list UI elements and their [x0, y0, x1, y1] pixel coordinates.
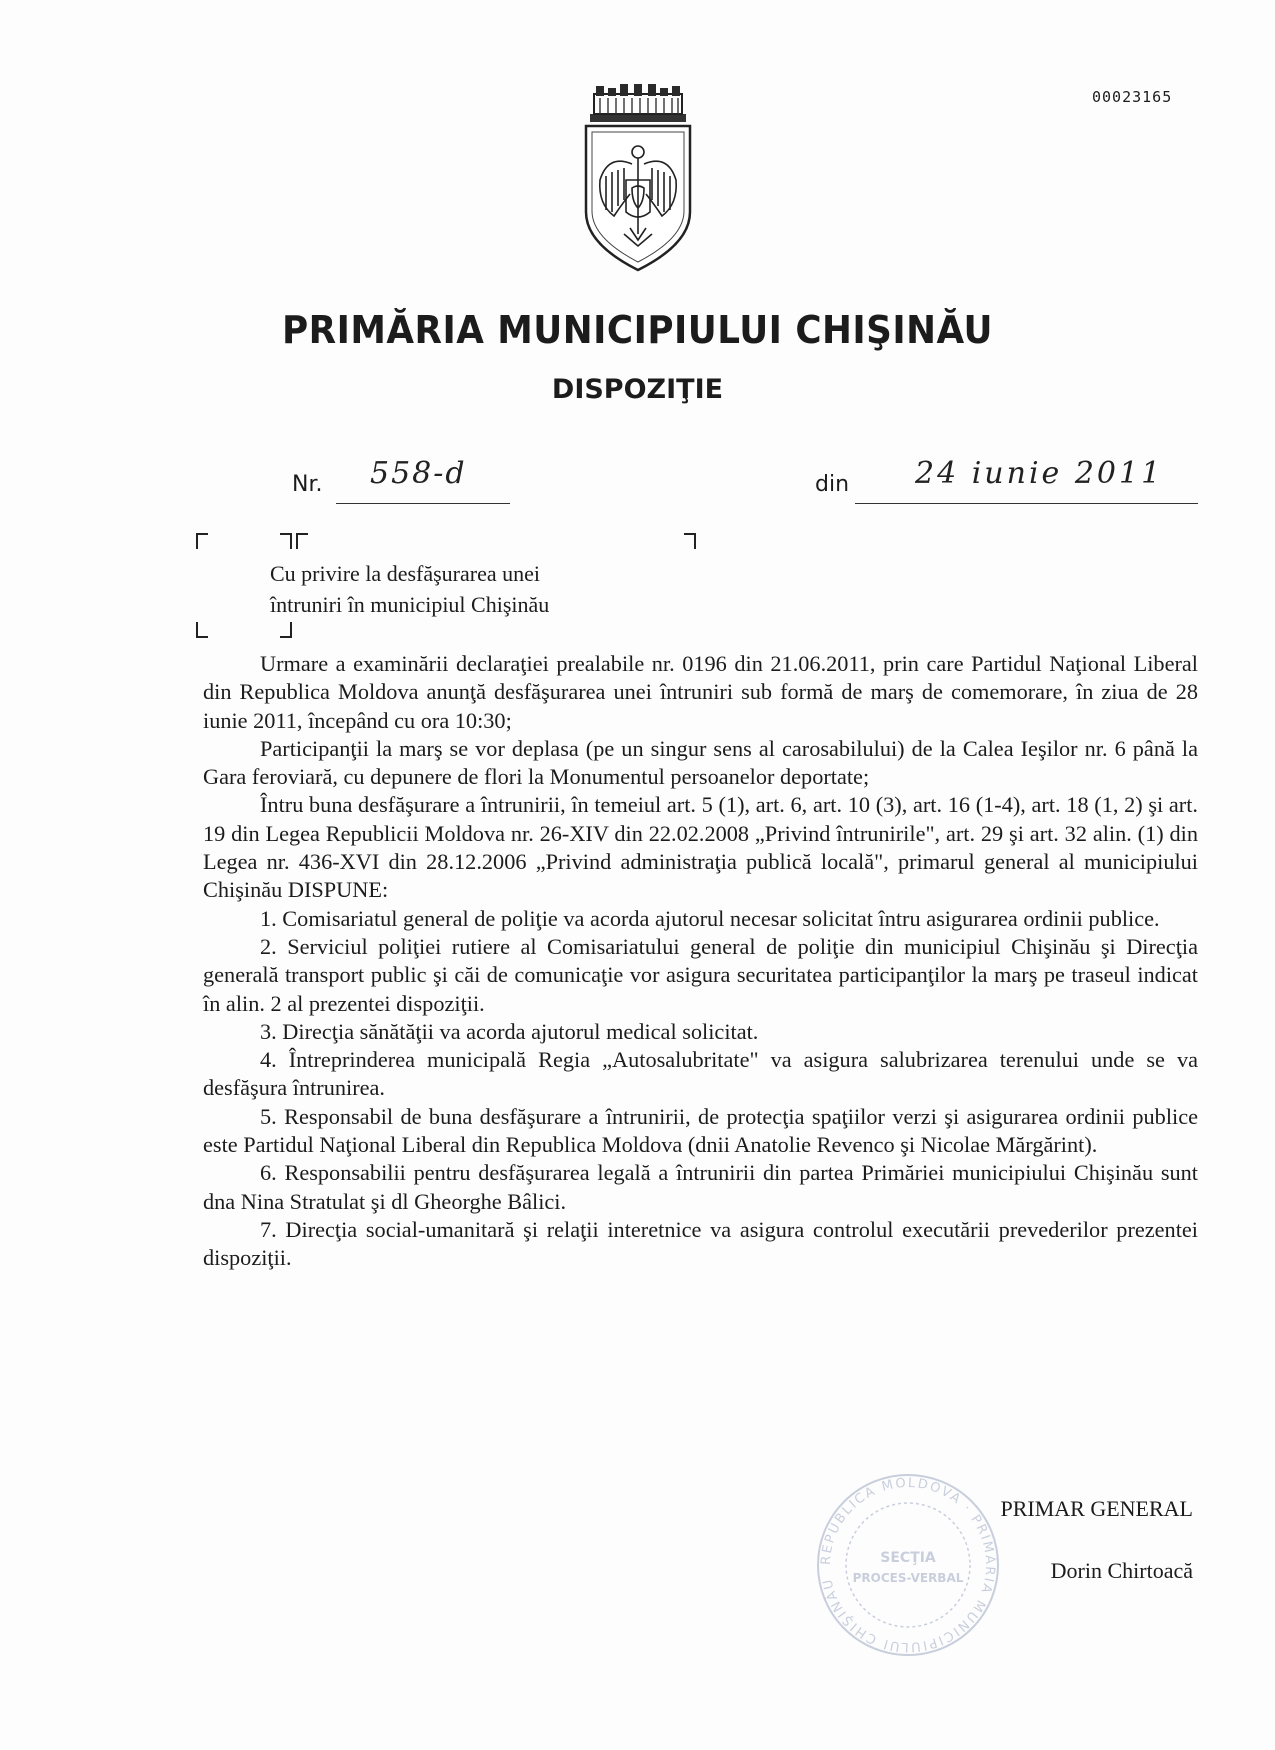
paragraph: Participanţii la marş se vor deplasa (pe un singur sens al carosabilului) de la Calea Ieşilor nr. 6 până la Gara feroviară, cu depunere de flori la Monumentul persoanelor deportate;	[203, 735, 1198, 790]
corner-mark	[196, 533, 208, 549]
corner-mark	[280, 622, 292, 638]
page-title: PRIMĂRIA MUNICIPIULUI CHIŞINĂU	[282, 308, 993, 352]
paragraph: 1. Comisariatul general de poliţie va acorda ajutorul necesar solicitat întru asigurarea ordinii publice.	[260, 905, 1160, 931]
corner-mark	[196, 622, 208, 638]
paragraph: 2. Serviciul poliţiei rutiere al Comisariatului general de poliţie din municipiul Chişinău şi Direcţia generală transport public şi căi de comunicaţie vor asigura securitatea participanţilor la marş pe traseul indicat în alin. 2 al prezentei dispoziţii.	[203, 933, 1198, 1016]
subject-line: Cu privire la desfăşurarea unei	[270, 561, 540, 586]
number-label: Nr.	[292, 472, 323, 497]
number-value: 558-d	[370, 456, 467, 491]
document-body	[203, 650, 1198, 1273]
date-value: 24 iunie 2011	[915, 456, 1164, 491]
paragraph: 5. Responsabil de buna desfăşurare a întrunirii, de protecţia spaţiilor verzi şi asigurarea ordinii publice este Partidul Naţional Liberal din Republica Moldova (dnii Anatolie Revenco şi Nicolae Mărgărint).	[203, 1103, 1198, 1158]
paragraph: Întru buna desfăşurare a întrunirii, în temeiul art. 5 (1), art. 6, art. 10 (3), art. 16 (1-4), art. 18 (1, 2) şi art. 19 din Legea Republicii Moldova nr. 26-XIV din 22.02.2008 „Privind întrunirile", art. 29 şi art. 32 alin. (1) din Legea nr. 436-XVI din 28.12.2006 „Privind administraţia publică locală", primarul general al municipiului Chişinău DISPUNE:	[203, 792, 1198, 903]
number-underline	[336, 503, 510, 504]
date-label: din	[815, 472, 850, 497]
paragraph: 7. Direcţia social-umanitară şi relaţii interetnice va asigura controlul executării prevederilor prezentei dispoziţii.	[203, 1216, 1198, 1271]
signature-name: Dorin Chirtoacă	[1050, 1558, 1193, 1583]
paragraph: Urmare a examinării declaraţiei prealabile nr. 0196 din 21.06.2011, prin care Partidul Naţional Liberal din Republica Moldova anunţă desfăşurarea unei întruniri sub formă de marş de comemorare, în ziua de 28 iunie 2011, începând cu ora 10:30;	[203, 651, 1198, 733]
coat-of-arms-icon	[578, 84, 698, 274]
paragraph: 6. Responsabilii pentru desfăşurarea legală a întrunirii din partea Primăriei municipiului Chişinău sunt dna Nina Stratulat şi dl Gheorghe Bâlici.	[203, 1160, 1198, 1214]
official-stamp-icon	[813, 1470, 1003, 1660]
date-underline	[855, 503, 1198, 504]
subject-line: întruniri în municipiul Chişinău	[270, 592, 550, 617]
stamp-center-line: PROCES-VERBAL	[852, 1571, 964, 1585]
corner-mark	[296, 533, 308, 549]
corner-mark	[684, 533, 696, 549]
paragraph: 4. Întreprinderea municipală Regia „Autosalubritate" va asigura salubrizarea terenului unde se va desfăşura întrunirea.	[203, 1047, 1198, 1101]
corner-mark	[280, 533, 292, 549]
document-type: DISPOZIŢIE	[551, 374, 724, 405]
signature-title: PRIMAR GENERAL	[1000, 1496, 1193, 1521]
stamp-ring-text: REPUBLICA MOLDOVA · PRIMĂRIA MUNICIPIULUI CHIŞINĂU	[818, 1475, 998, 1655]
paragraph: 3. Direcţia sănătăţii va acorda ajutorul medical solicitat.	[260, 1018, 759, 1044]
subject	[270, 558, 549, 620]
document-code: 00023165	[1092, 88, 1173, 106]
stamp-center-line: SECŢIA	[880, 1550, 936, 1566]
